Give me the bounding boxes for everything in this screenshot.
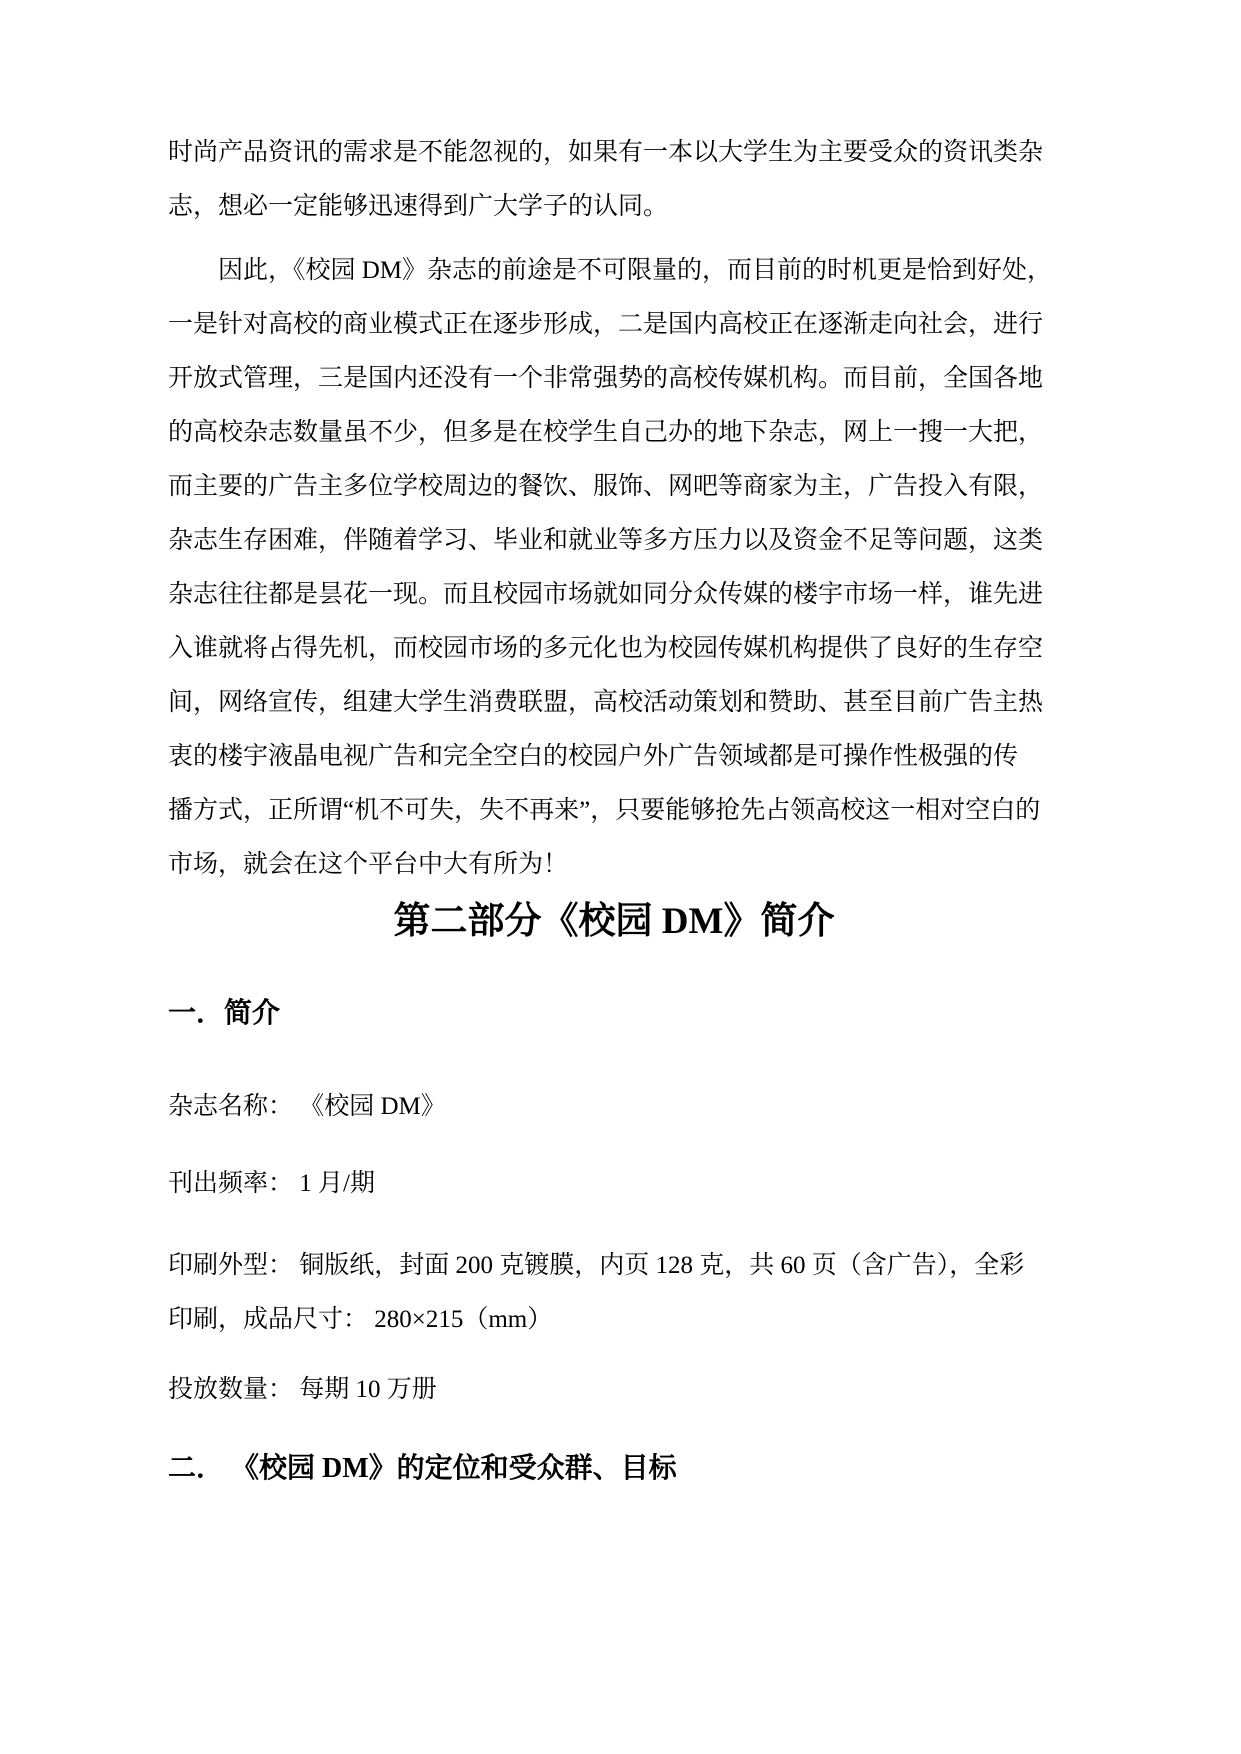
print-spec-paragraph [168, 1239, 1060, 1347]
text-line: 而主要的广告主多位学校周边的餐饮、服饰、网吧等商家为主，广告投入有限， [168, 473, 1044, 500]
text-line: 一是针对高校的商业模式正在逐步形成，二是国内高校正在逐渐走向社会，进行 [168, 311, 1044, 338]
part2-heading: 第二部分《校园 DM》简介 [393, 901, 835, 942]
text-line: 开放式管理，三是国内还没有一个非常强势的高校传媒机构。而目前，全国各地 [168, 365, 1044, 392]
text-line: 的高校杂志数量虽不少，但多是在校学生自己办的地下杂志，网上一搜一大把， [168, 419, 1044, 446]
analysis-paragraph [168, 244, 1060, 892]
intro-paragraph [168, 126, 1060, 234]
text-line: 因此，《校园 DM》杂志的前途是不可限量的，而目前的时机更是恰到好处， [218, 257, 1053, 284]
text-line: 杂志往往都是昙花一现。而且校园市场就如同分众传媒的楼宇市场一样，谁先进 [168, 581, 1044, 608]
text-line: 志，想必一定能够迅速得到广大学子的认同。 [168, 193, 669, 220]
frequency-line: 刊出频率： 1 月/期 [168, 1170, 375, 1197]
magazine-name-line: 杂志名称： 《校园 DM》 [168, 1093, 446, 1120]
section1-heading: 一．简介 [168, 998, 281, 1029]
text-line: 印刷，成品尺寸： 280×215（mm） [168, 1306, 553, 1333]
text-line: 杂志生存困难，伴随着学习、毕业和就业等多方压力以及资金不足等问题，这类 [168, 527, 1044, 554]
text-line: 播方式，正所谓“机不可失，失不再来”，只要能够抢先占领高校这一相对空白的 [168, 797, 1041, 824]
document-content [168, 0, 1060, 1489]
text-line: 印刷外型： 铜版纸，封面 200 克镀膜，内页 128 克，共 60 页（含广告），全彩 [168, 1252, 1025, 1279]
text-line: 间，网络宣传，组建大学生消费联盟，高校活动策划和赞助、甚至目前广告主热 [168, 689, 1044, 716]
text-line: 入谁就将占得先机，而校园市场的多元化也为校园传媒机构提供了良好的生存空 [168, 635, 1044, 662]
text-line: 市场，就会在这个平台中大有所为！ [168, 851, 569, 878]
distribution-line: 投放数量： 每期 10 万册 [168, 1376, 437, 1403]
text-line: 时尚产品资讯的需求是不能忽视的，如果有一本以大学生为主要受众的资讯类杂 [168, 139, 1044, 166]
section2-heading: 二． 《校园 DM》的定位和受众群、目标 [168, 1453, 677, 1484]
text-line: 衷的楼宇液晶电视广告和完全空白的校园户外广告领域都是可操作性极强的传 [168, 743, 1019, 770]
